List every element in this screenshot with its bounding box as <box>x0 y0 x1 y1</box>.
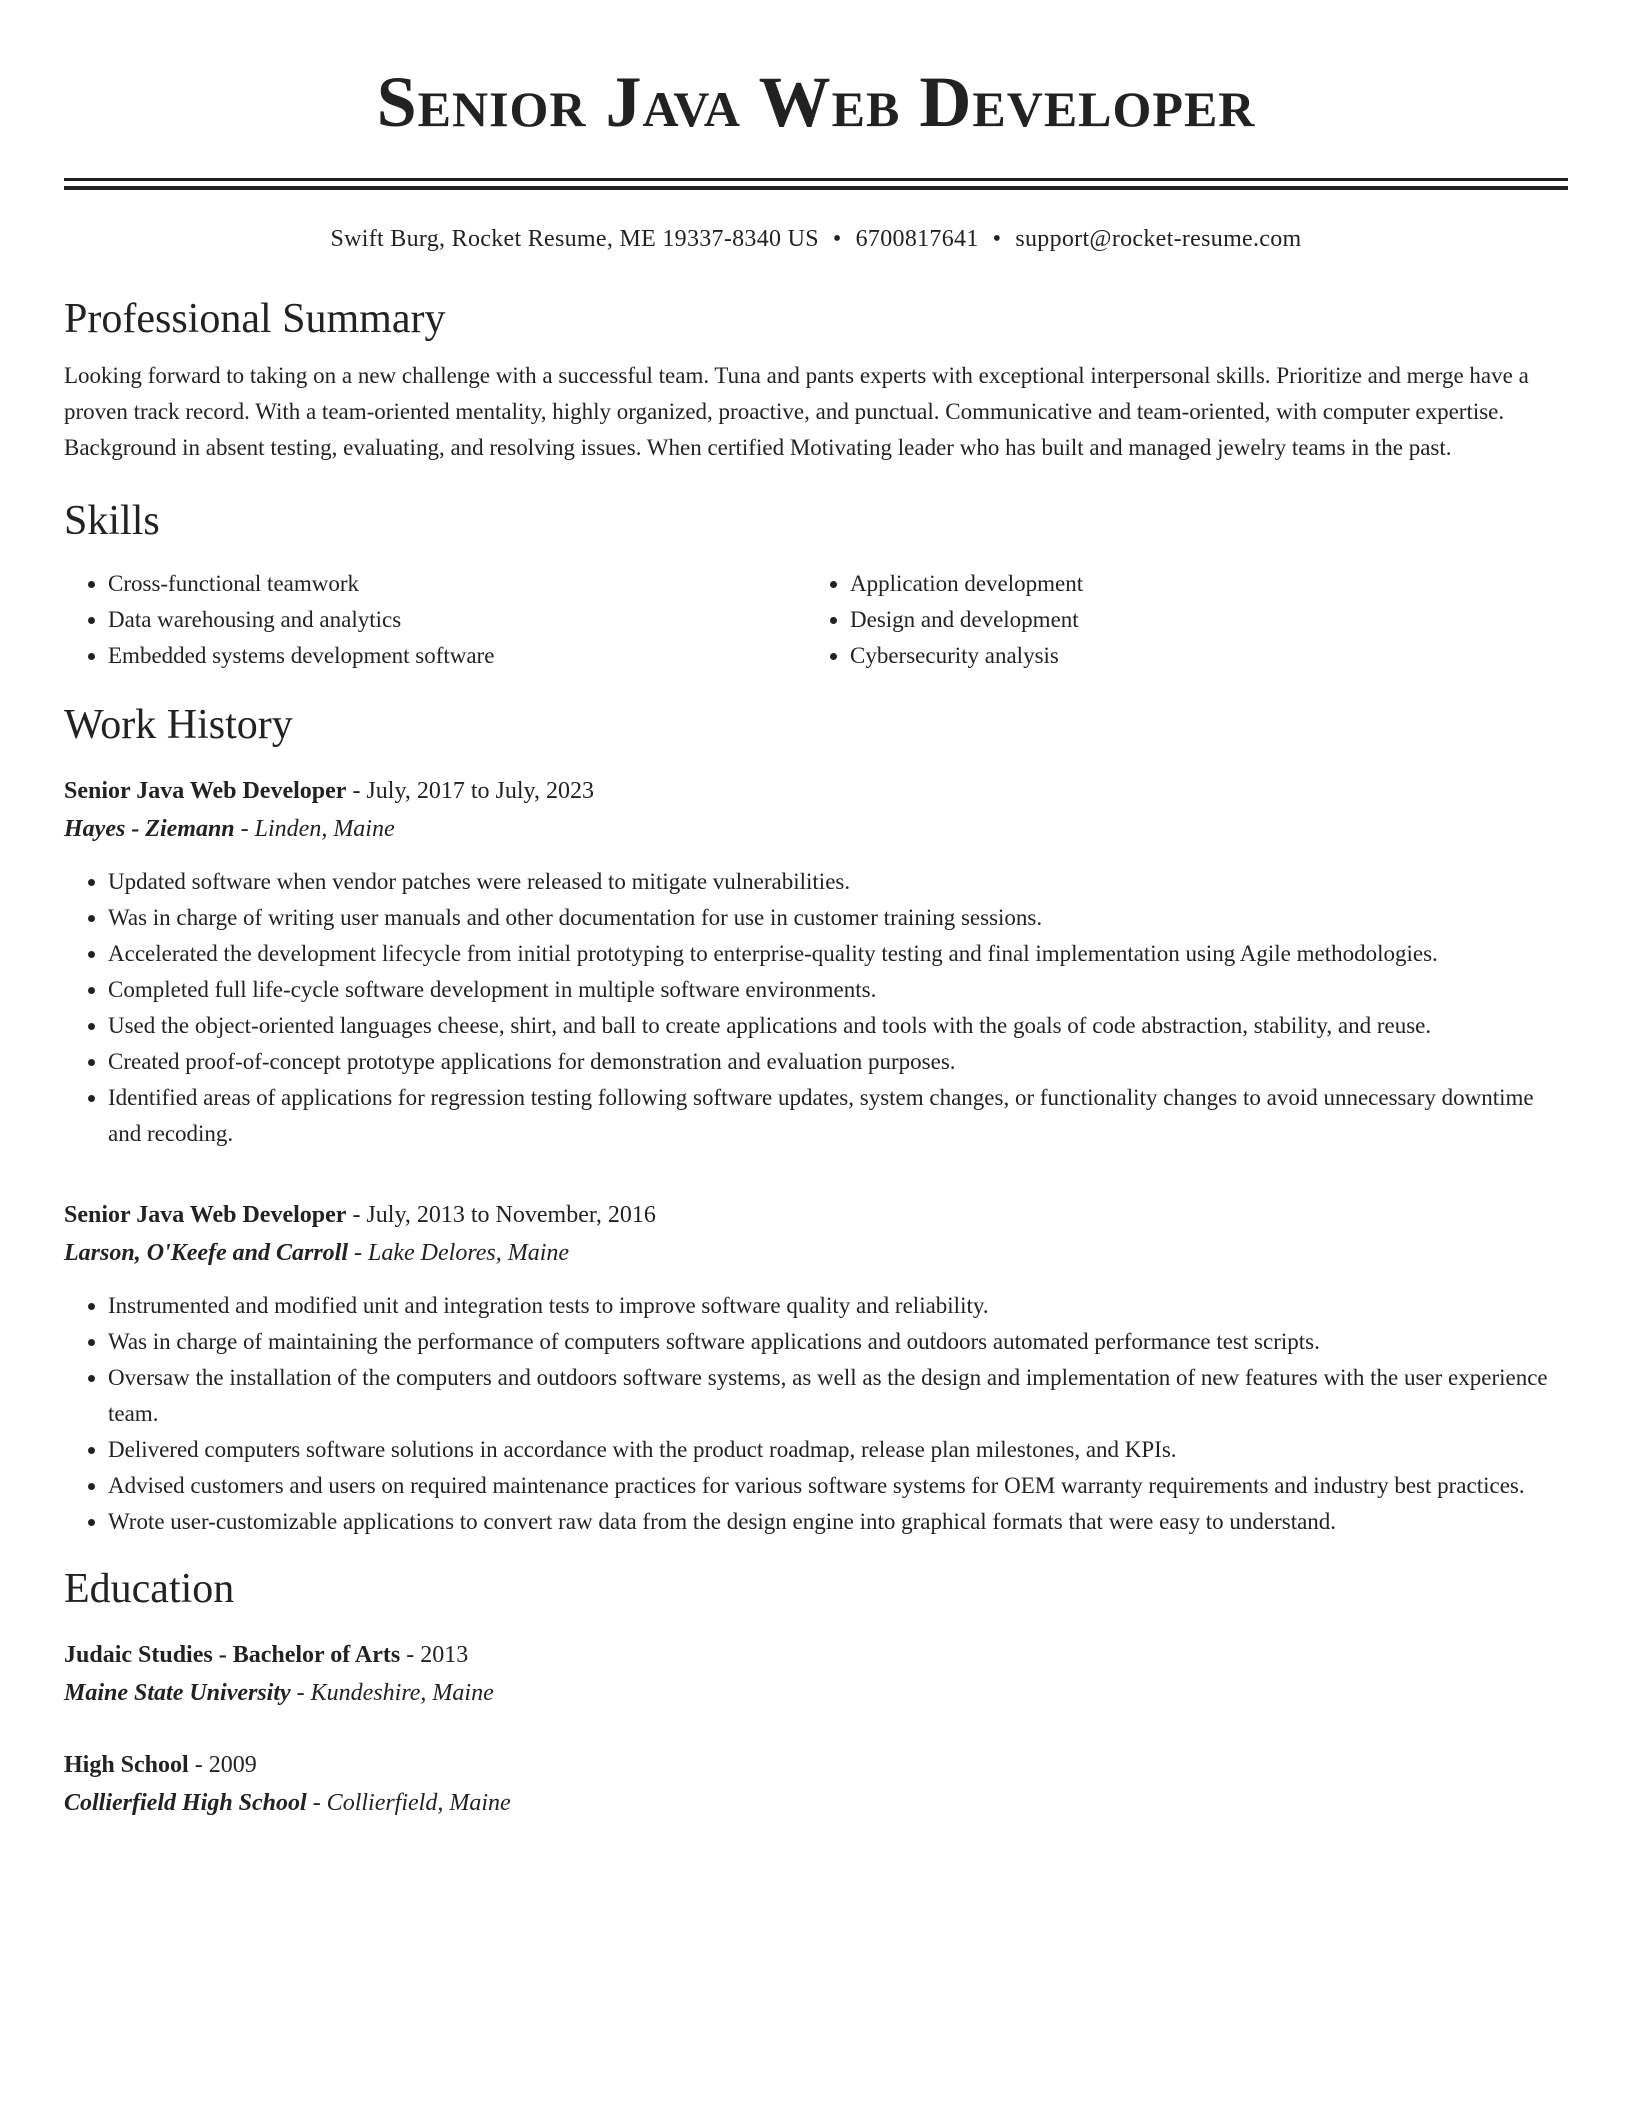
job-bullet: • Was in charge of writing user manuals and other documentation for use in customer training sessions. <box>108 900 1568 936</box>
degree-line <box>64 1746 1568 1784</box>
company-name: Larson, O'Keefe and Carroll <box>64 1240 349 1266</box>
resume-name: Senior Java Web Developer <box>376 62 1256 142</box>
job-dates: - July, 2017 to July, 2023 <box>346 778 594 804</box>
company-name: Hayes - Ziemann <box>64 816 235 842</box>
job-title: Senior Java Web Developer <box>64 778 347 804</box>
contact-line <box>64 224 1568 254</box>
degree-name: Judaic Studies - Bachelor of Arts <box>64 1642 401 1668</box>
job-bullet: • Oversaw the installation of the computers and outdoors software systems, as well as the design and implementation of new features with the user experience team. <box>108 1360 1568 1432</box>
summary-text: Looking forward to taking on a new challenge with a successful team. Tuna and pants experts with exceptional interpersonal skills. Prioritize and merge have a proven track record. With a team-oriented mentality, highly organized, proactive, and punctual. Communicative and team-oriented, with computer expertise. Background in absent testing, evaluating, and resolving issues. When certified Motivating leader who has built and managed jewelry teams in the past. <box>64 363 1529 460</box>
skills-grid <box>64 566 1568 674</box>
job-bullet: • Wrote user-customizable applications to convert raw data from the design engine into graphical formats that were easy to understand. <box>108 1504 1568 1540</box>
degree-line <box>64 1636 1568 1674</box>
job-bullet: • Accelerated the development lifecycle from initial prototyping to enterprise-quality testing and final implementation using Agile methodologies. <box>108 936 1568 972</box>
job-entry <box>64 772 1568 1152</box>
company-line <box>64 810 1568 848</box>
job-bullet: • Identified areas of applications for regression testing following software updates, system changes, or functionality changes to avoid unnecessary downtime and recoding. <box>108 1080 1568 1152</box>
header-divider <box>64 178 1568 190</box>
job-bullet: • Updated software when vendor patches were released to mitigate vulnerabilities. <box>108 864 1568 900</box>
job-bullet: • Was in charge of maintaining the performance of computers software applications and outdoors automated performance test scripts. <box>108 1324 1568 1360</box>
contact-separator: • <box>832 226 842 252</box>
skills-heading: Skills <box>64 498 160 544</box>
degree-name: High School <box>64 1752 189 1778</box>
skills-column-left <box>64 566 806 674</box>
school-name: Collierfield High School <box>64 1790 307 1816</box>
skills-column-right <box>806 566 1548 674</box>
job-bullet: • Advised customers and users on required maintenance practices for various software systems for OEM warranty requirements and industry best practices. <box>108 1468 1568 1504</box>
school-location: - Collierfield, Maine <box>306 1790 511 1816</box>
job-bullets <box>64 864 1568 1152</box>
summary-heading: Professional Summary <box>64 296 446 342</box>
job-bullets <box>64 1288 1568 1540</box>
company-line <box>64 1234 1568 1272</box>
job-dates: - July, 2013 to November, 2016 <box>346 1202 656 1228</box>
company-location: - Linden, Maine <box>234 816 395 842</box>
education-entry <box>64 1636 1568 1712</box>
school-location: - Kundeshire, Maine <box>290 1680 494 1706</box>
job-bullet: • Instrumented and modified unit and integration tests to improve software quality and reliability. <box>108 1288 1568 1324</box>
skill-item: • Data warehousing and analytics <box>108 602 806 638</box>
contact-address: Swift Burg, Rocket Resume, ME 19337-8340 US <box>330 226 819 252</box>
contact-email: support@rocket-resume.com <box>1015 226 1302 252</box>
company-location: - Lake Delores, Maine <box>348 1240 570 1266</box>
summary-section <box>64 294 1568 466</box>
education-section <box>64 1564 1568 1822</box>
job-title: Senior Java Web Developer <box>64 1202 347 1228</box>
skill-item: • Design and development <box>850 602 1548 638</box>
job-bullet: • Used the object-oriented languages cheese, shirt, and ball to create applications and tools with the goals of code abstraction, stability, and reuse. <box>108 1008 1568 1044</box>
degree-year: - 2013 <box>400 1642 469 1668</box>
work-history-heading: Work History <box>64 702 293 748</box>
job-header <box>64 1196 1568 1234</box>
skill-item: • Application development <box>850 566 1548 602</box>
contact-phone: 6700817641 <box>855 226 979 252</box>
school-name: Maine State University <box>64 1680 291 1706</box>
contact-separator: • <box>992 226 1002 252</box>
job-entry <box>64 1196 1568 1540</box>
skills-section <box>64 496 1568 674</box>
job-bullet: • Created proof-of-concept prototype applications for demonstration and evaluation purposes. <box>108 1044 1568 1080</box>
job-bullet: • Completed full life-cycle software development in multiple software environments. <box>108 972 1568 1008</box>
job-header <box>64 772 1568 810</box>
education-entry <box>64 1746 1568 1822</box>
work-history-section <box>64 700 1568 1540</box>
skill-item: • Cross-functional teamwork <box>108 566 806 602</box>
education-heading: Education <box>64 1566 235 1612</box>
job-bullet: • Delivered computers software solutions in accordance with the product roadmap, release plan milestones, and KPIs. <box>108 1432 1568 1468</box>
skill-item: • Embedded systems development software <box>108 638 806 674</box>
skill-item: • Cybersecurity analysis <box>850 638 1548 674</box>
school-line <box>64 1674 1568 1712</box>
degree-year: - 2009 <box>188 1752 257 1778</box>
school-line <box>64 1784 1568 1822</box>
